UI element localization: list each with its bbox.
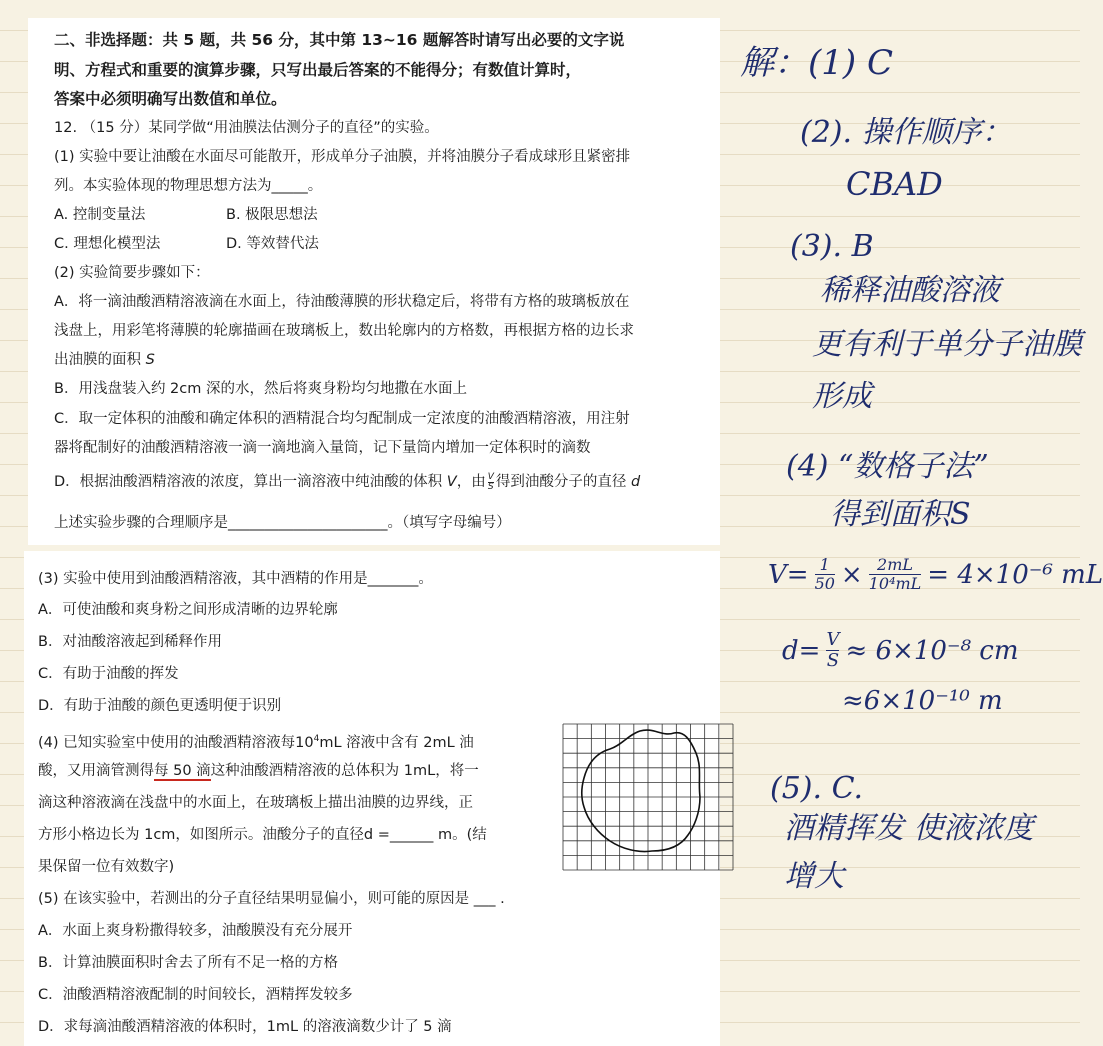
- note-fraction-v: V: [826, 629, 840, 650]
- note-answer-3: (3). B: [790, 229, 874, 264]
- v-over-s-fraction: [488, 473, 494, 492]
- q12-part5-option-a: A．水面上爽身粉撒得较多，油酸膜没有充分展开: [38, 923, 353, 939]
- oil-film-outline: [582, 730, 700, 851]
- q12-step-d-text-a: D．根据油酸酒精溶液的浓度，算出一滴溶液中纯油酸的体积: [54, 474, 447, 490]
- q12-step-d-text-c: 得到油酸分子的直径: [495, 474, 631, 490]
- q12-step-d-text-b: ，由: [456, 474, 486, 490]
- oil-film-grid-figure: [562, 723, 734, 871]
- section-header-line3: 答案中必须明确写出数值和单位。: [54, 90, 287, 108]
- note-answer-5-line1: 酒精挥发 使液浓度: [784, 811, 1034, 846]
- note-diameter-label: d=: [782, 635, 821, 666]
- q12-step-a-line1: A．将一滴油酸酒精溶液滴在水面上，待油酸薄膜的形状稳定后，将带有方格的玻璃板放在: [54, 294, 630, 310]
- note-fraction-one-over-fifty: [815, 556, 835, 593]
- note-times: ×: [840, 559, 863, 590]
- fraction-denominator: S: [487, 481, 494, 492]
- note-answer-1: 解：(1) C: [740, 43, 893, 83]
- diameter-variable: d: [630, 474, 641, 490]
- note-fraction-num-2: 2mL: [869, 556, 922, 575]
- q12-part3-option-b: B．对油酸溶液起到稀释作用: [38, 634, 222, 650]
- section-header-line1: 二、非选择题：共 5 题，共 56 分，其中第 13~16 题解答时请写出必要的文字说: [54, 31, 625, 49]
- q12-part1-option-c: C. 理想化模型法: [54, 236, 161, 252]
- exponent: 4: [313, 734, 320, 744]
- q12-step-b: B．用浅盘装入约 2cm 深的水，然后将爽身粉均匀地撒在水面上: [54, 381, 467, 397]
- q12-part3-option-a: A．可使油酸和爽身粉之间形成清晰的边界轮廓: [38, 602, 338, 618]
- q12-step-a-line2: 浅盘上，用彩笔将薄膜的轮廓描画在玻璃板上，数出轮廓内的方格数，再根据方格的边长求: [54, 323, 634, 339]
- q12-part1-line2: 列。本实验体现的物理思想方法为_____。: [54, 178, 323, 194]
- note-fraction-num: 1: [815, 556, 835, 575]
- q12-part4-line1: [38, 729, 474, 753]
- q12-part4-line5: 果保留一位有效数字): [38, 859, 175, 875]
- note-fraction-den: 50: [814, 574, 835, 593]
- note-answer-4: (4) “数格子法”: [786, 449, 989, 484]
- exam-sheet-top: [28, 18, 720, 545]
- q12-step-d: [54, 472, 640, 492]
- note-calc-volume-label: V=: [768, 559, 809, 590]
- q12-step-c-line2: 器将配制好的油酸酒精溶液一滴一滴地滴入量筒，记下量筒内增加一定体积时的滴数: [54, 440, 591, 456]
- q12-part5-option-b: B．计算油膜面积时舍去了所有不足一格的方格: [38, 955, 338, 971]
- note-fraction-v-over-s: [826, 630, 839, 671]
- note-fraction-s: S: [826, 650, 840, 671]
- q12-part4-line2-a: 酸，又用滴管测得: [38, 763, 154, 779]
- note-fraction-den-2: 10⁴mL: [868, 574, 922, 593]
- q12-part3-option-c: C．有助于油酸的挥发: [38, 666, 179, 682]
- note-answer-3-line2: 更有利于单分子油膜: [812, 327, 1082, 362]
- q12-part4-line3: 滴这种溶液滴在浅盘中的水面上，在玻璃板上描出油膜的边界线，正: [38, 795, 473, 811]
- q12-part2-intro: (2) 实验简要步骤如下：: [54, 265, 210, 281]
- note-answer-2-title: (2). 操作顺序：: [800, 115, 1012, 150]
- note-diameter-result-m: ≈6×10⁻¹⁰ m: [842, 686, 1003, 716]
- q12-part5-option-c: C．油酸酒精溶液配制的时间较长，酒精挥发较多: [38, 987, 353, 1003]
- q12-step-a-line3: [54, 350, 155, 370]
- note-calc-volume: [768, 556, 1103, 593]
- volume-variable: V: [446, 474, 457, 490]
- note-answer-3-line1: 稀释油酸溶液: [820, 273, 1000, 308]
- q12-part3-stem: (3) 实验中使用到油酸酒精溶液，其中酒精的作用是_______。: [38, 571, 433, 587]
- q12-part5-stem: (5) 在该实验中，若测出的分子直径结果明显偏小，则可能的原因是 ___ .: [38, 891, 505, 907]
- q12-part1-option-a: A. 控制变量法: [54, 207, 146, 223]
- note-fraction-concentration: [869, 556, 922, 593]
- red-underlined-text: 每 50 滴: [154, 763, 211, 779]
- note-answer-2: CBAD: [846, 165, 943, 203]
- q12-part1-line1: (1) 实验中要让油酸在水面尽可能散开，形成单分子油膜，并将油膜分子看成球形且紧密排: [54, 149, 631, 165]
- q12-step-c-line1: C．取一定体积的油酸和确定体积的酒精混合均匀配制成一定浓度的油酸酒精溶液，用注射: [54, 411, 630, 427]
- q12-part4-line2-b: 这种油酸酒精溶液的总体积为 1mL，将一: [210, 763, 479, 779]
- q12-part1-option-b: B. 极限思想法: [226, 207, 318, 223]
- q12-part1-option-d: D. 等效替代法: [226, 236, 319, 252]
- q12-part4-line1-b: mL 溶液中含有 2mL 油: [319, 734, 474, 751]
- note-answer-5-line2: 增大: [784, 859, 844, 894]
- q12-order-question: 上述实验步骤的合理顺序是______________________。（填写字母编号）: [54, 515, 511, 531]
- section-header-line2: 明、方程式和重要的演算步骤，只写出最后答案的不能得分；有数值计算时，: [54, 61, 582, 79]
- exam-sheet-bottom: [24, 551, 720, 1046]
- q12-part4-line1-a: (4) 已知实验室中使用的油酸酒精溶液每10: [38, 734, 314, 751]
- note-answer-3-line3: 形成: [812, 379, 872, 414]
- q12-part3-option-d: D．有助于油酸的颜色更透明便于识别: [38, 698, 282, 714]
- fraction-numerator: V: [487, 471, 494, 482]
- area-variable: S: [145, 352, 155, 368]
- note-volume-result: = 4×10⁻⁶ mL: [927, 559, 1103, 590]
- note-answer-5: (5). C.: [770, 771, 863, 806]
- q12-part4-line4: 方形小格边长为 1cm，如图所示。油酸分子的直径d =______ m。(结: [38, 827, 487, 843]
- note-calc-diameter: [782, 630, 1019, 671]
- note-diameter-result-cm: ≈ 6×10⁻⁸ cm: [845, 635, 1019, 666]
- note-answer-4-line1: 得到面积S: [830, 497, 971, 532]
- q12-stem: 12. （15 分）某同学做“用油膜法估测分子的直径”的实验。: [54, 120, 439, 136]
- q12-step-a-text: 出油膜的面积: [54, 352, 146, 368]
- q12-part4-line2: [38, 761, 479, 781]
- q12-part5-option-d: D．求每滴油酸酒精溶液的体积时，1mL 的溶液滴数少计了 5 滴: [38, 1019, 452, 1035]
